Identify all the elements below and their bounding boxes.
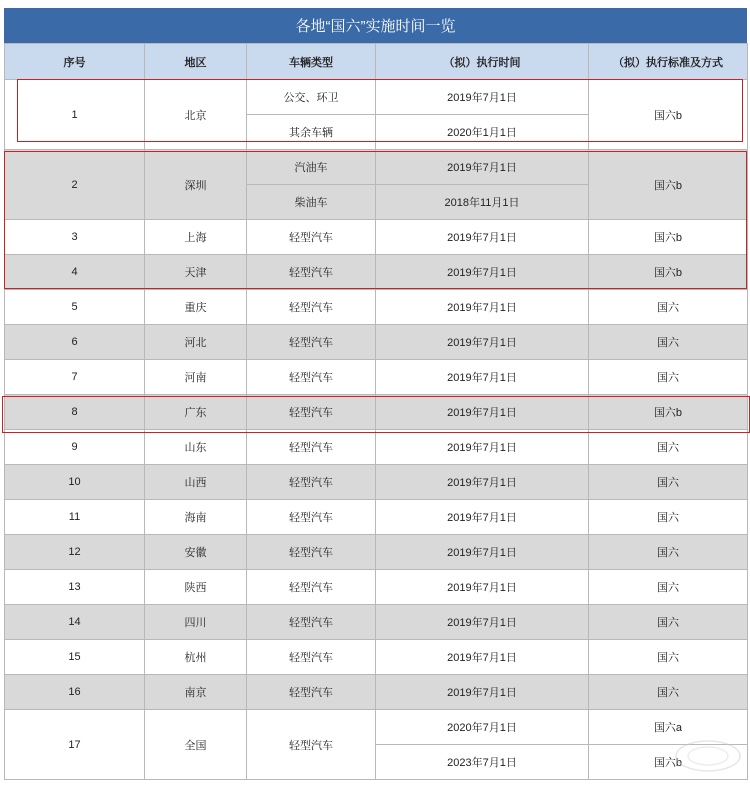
cell-standard: 国六 [589, 500, 748, 535]
cell-no: 16 [5, 675, 145, 710]
cell-vehicle-type: 轻型汽车 [247, 325, 376, 360]
cell-region: 山西 [145, 465, 247, 500]
cell-exec-time: 2023年7月1日 [376, 745, 589, 780]
cell-vehicle-type: 柴油车 [247, 185, 376, 220]
table-row [5, 220, 748, 255]
cell-no: 14 [5, 605, 145, 640]
cell-standard: 国六 [589, 325, 748, 360]
cell-no: 1 [5, 80, 145, 150]
cell-no: 4 [5, 255, 145, 290]
table-row [5, 290, 748, 325]
cell-exec-time: 2018年11月1日 [376, 185, 589, 220]
cell-vehicle-type: 轻型汽车 [247, 220, 376, 255]
cell-region: 重庆 [145, 290, 247, 325]
table-row [5, 605, 748, 640]
table-row [5, 640, 748, 675]
cell-vehicle-type: 汽油车 [247, 150, 376, 185]
cell-standard: 国六 [589, 360, 748, 395]
cell-exec-time: 2019年7月1日 [376, 500, 589, 535]
cell-exec-time: 2019年7月1日 [376, 675, 589, 710]
cell-standard: 国六b [589, 395, 748, 430]
watermark-logo [673, 737, 743, 775]
cell-standard: 国六 [589, 465, 748, 500]
cell-standard: 国六b [589, 150, 748, 220]
cell-exec-time: 2019年7月1日 [376, 570, 589, 605]
cell-region: 北京 [145, 80, 247, 150]
cell-region: 陕西 [145, 570, 247, 605]
header-no: 序号 [5, 44, 145, 80]
table-row [5, 255, 748, 290]
cell-standard: 国六 [589, 605, 748, 640]
cell-vehicle-type: 轻型汽车 [247, 675, 376, 710]
table-row [5, 675, 748, 710]
cell-no: 13 [5, 570, 145, 605]
cell-standard: 国六a [589, 710, 748, 745]
cell-region: 南京 [145, 675, 247, 710]
cell-no: 11 [5, 500, 145, 535]
cell-exec-time: 2019年7月1日 [376, 255, 589, 290]
cell-exec-time: 2019年7月1日 [376, 360, 589, 395]
cell-vehicle-type: 公交、环卫 [247, 80, 376, 115]
cell-region: 杭州 [145, 640, 247, 675]
cell-exec-time: 2019年7月1日 [376, 80, 589, 115]
cell-exec-time: 2019年7月1日 [376, 395, 589, 430]
table-row [5, 430, 748, 465]
cell-region: 天津 [145, 255, 247, 290]
cell-vehicle-type: 轻型汽车 [247, 360, 376, 395]
cell-no: 6 [5, 325, 145, 360]
cell-no: 2 [5, 150, 145, 220]
cell-vehicle-type: 轻型汽车 [247, 640, 376, 675]
cell-exec-time: 2019年7月1日 [376, 430, 589, 465]
header-exec-time: （拟）执行时间 [376, 44, 589, 80]
cell-vehicle-type: 轻型汽车 [247, 255, 376, 290]
cell-exec-time: 2020年1月1日 [376, 115, 589, 150]
table-row [5, 395, 748, 430]
cell-exec-time: 2019年7月1日 [376, 325, 589, 360]
cell-standard: 国六b [589, 220, 748, 255]
cell-no: 8 [5, 395, 145, 430]
cell-no: 10 [5, 465, 145, 500]
cell-no: 17 [5, 710, 145, 780]
cell-vehicle-type: 轻型汽车 [247, 570, 376, 605]
table-row [5, 535, 748, 570]
cell-no: 3 [5, 220, 145, 255]
table-title: 各地“国六”实施时间一览 [4, 8, 747, 43]
cell-vehicle-type: 轻型汽车 [247, 290, 376, 325]
cell-exec-time: 2020年7月1日 [376, 710, 589, 745]
cell-exec-time: 2019年7月1日 [376, 640, 589, 675]
table-row [5, 80, 748, 115]
cell-vehicle-type: 轻型汽车 [247, 500, 376, 535]
cell-region: 深圳 [145, 150, 247, 220]
cell-standard: 国六b [589, 745, 748, 780]
table-row [5, 360, 748, 395]
cell-standard: 国六b [589, 255, 748, 290]
header-row [5, 44, 748, 80]
table-row [5, 150, 748, 185]
cell-vehicle-type: 轻型汽车 [247, 710, 376, 780]
document-page [1, 1, 749, 789]
cell-region: 四川 [145, 605, 247, 640]
cell-region: 广东 [145, 395, 247, 430]
cell-no: 12 [5, 535, 145, 570]
header-vehicle-type: 车辆类型 [247, 44, 376, 80]
table-row [5, 325, 748, 360]
table-row [5, 465, 748, 500]
implementation-table [4, 43, 748, 780]
cell-standard: 国六 [589, 675, 748, 710]
cell-exec-time: 2019年7月1日 [376, 290, 589, 325]
cell-standard: 国六 [589, 570, 748, 605]
cell-standard: 国六b [589, 80, 748, 150]
cell-region: 安徽 [145, 535, 247, 570]
cell-region: 海南 [145, 500, 247, 535]
header-region: 地区 [145, 44, 247, 80]
cell-standard: 国六 [589, 640, 748, 675]
cell-exec-time: 2019年7月1日 [376, 150, 589, 185]
table-row [5, 710, 748, 745]
cell-standard: 国六 [589, 290, 748, 325]
cell-no: 5 [5, 290, 145, 325]
table-row [5, 500, 748, 535]
cell-exec-time: 2019年7月1日 [376, 605, 589, 640]
cell-vehicle-type: 轻型汽车 [247, 535, 376, 570]
cell-region: 河北 [145, 325, 247, 360]
cell-standard: 国六 [589, 535, 748, 570]
cell-exec-time: 2019年7月1日 [376, 535, 589, 570]
cell-no: 7 [5, 360, 145, 395]
header-standard: （拟）执行标准及方式 [589, 44, 748, 80]
table-row [5, 570, 748, 605]
cell-no: 9 [5, 430, 145, 465]
cell-vehicle-type: 轻型汽车 [247, 395, 376, 430]
cell-region: 山东 [145, 430, 247, 465]
cell-vehicle-type: 轻型汽车 [247, 605, 376, 640]
cell-standard: 国六 [589, 430, 748, 465]
cell-region: 河南 [145, 360, 247, 395]
cell-vehicle-type: 其余车辆 [247, 115, 376, 150]
cell-no: 15 [5, 640, 145, 675]
cell-vehicle-type: 轻型汽车 [247, 430, 376, 465]
cell-region: 全国 [145, 710, 247, 780]
cell-exec-time: 2019年7月1日 [376, 220, 589, 255]
cell-region: 上海 [145, 220, 247, 255]
cell-exec-time: 2019年7月1日 [376, 465, 589, 500]
cell-vehicle-type: 轻型汽车 [247, 465, 376, 500]
